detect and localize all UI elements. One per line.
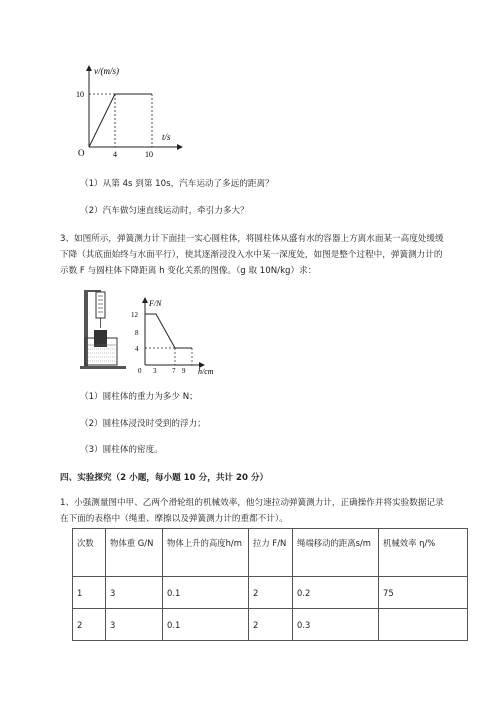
y-tick-12: 12: [131, 311, 138, 319]
q3-sub1: （1）圆柱体的重力为多少 N；: [80, 392, 198, 402]
force-line: [145, 314, 192, 348]
x-tick-3: 3: [153, 367, 157, 375]
header-cell: 物体重 G/N: [106, 529, 163, 577]
header-cell: 次数: [73, 529, 106, 577]
x-tick-9: 9: [182, 367, 186, 375]
table-header-row: [73, 529, 468, 577]
table-row: [73, 577, 468, 609]
origin-label: O: [78, 148, 85, 158]
table-cell: 2: [73, 609, 106, 641]
q1-sub1: （1）从第 4s 到第 10s，汽车运动了多远的距离？: [80, 179, 274, 189]
table-cell: 3: [106, 609, 163, 641]
table-row: [73, 609, 468, 641]
table-cell: 0.2: [293, 577, 379, 609]
q3-sub2: （2）圆柱体浸没时受到的浮力；: [80, 419, 206, 429]
force-depth-graph: [130, 296, 230, 378]
x-tick-7: 7: [172, 367, 176, 375]
q3-line2: 下降（其底面始终与水面平行），使其逐渐浸没入水中某一深度处，如图是整个过程中，弹簧测力计的: [60, 250, 443, 260]
y-tick-8: 8: [135, 329, 139, 337]
table-cell: 1: [73, 577, 106, 609]
table-cell: 2: [249, 609, 293, 641]
y-axis-label: v/(m/s): [94, 66, 119, 76]
s4-q1-line2: 在下面的表格中（绳重、摩擦以及弹簧测力计的重都不计）。: [60, 514, 288, 524]
q3-line3: 示数 F 与圆柱体下降距离 h 变化关系的图像。（g 取 10N/kg）求：: [60, 266, 317, 276]
s4-q1-line1: 1、小强测量图中甲、乙两个滑轮组的机械效率，他匀速拉动弹簧测力计，正确操作并将实验数据记录: [60, 498, 444, 508]
velocity-line: [89, 94, 152, 147]
x-axis-label: t/s: [162, 132, 171, 142]
y-axis-label: F/N: [149, 299, 162, 308]
spring-scale-apparatus-illustration: [70, 288, 130, 372]
header-cell: 拉力 F/N: [249, 529, 293, 577]
q3-sub3: （3）圆柱体的密度。: [80, 445, 163, 455]
table-cell: 75: [379, 577, 468, 609]
header-cell: 绳端移动的距离s/m: [293, 529, 379, 577]
section-heading: 四、实验探究（2 小题，每小题 10 分，共计 20 分）: [60, 473, 269, 483]
q3-line1: 3、如图所示，弹簧测力计下面挂一实心圆柱体，将圆柱体从盛有水的容器上方离水面某一高度处缓缓: [60, 234, 444, 244]
experiment-data-table: [72, 528, 468, 641]
velocity-time-graph: [72, 60, 192, 160]
y-tick-10: 10: [76, 90, 84, 99]
table-cell: [379, 609, 468, 641]
x-tick-4: 4: [113, 150, 117, 159]
x-tick-10: 10: [145, 150, 153, 159]
table-cell: 0.3: [293, 609, 379, 641]
table-cell: 0.1: [163, 609, 249, 641]
x-axis-label: h/cm: [198, 367, 214, 376]
header-cell: 物体上升的高度h/m: [163, 529, 249, 577]
y-tick-4: 4: [135, 345, 139, 353]
header-cell: 机械效率 η/%: [379, 529, 468, 577]
table-cell: 2: [249, 577, 293, 609]
q1-sub2: （2）汽车做匀速直线运动时，牵引力多大？: [80, 206, 249, 216]
origin-label: 0: [138, 367, 142, 375]
table-cell: 3: [106, 577, 163, 609]
table-cell: 0.1: [163, 577, 249, 609]
